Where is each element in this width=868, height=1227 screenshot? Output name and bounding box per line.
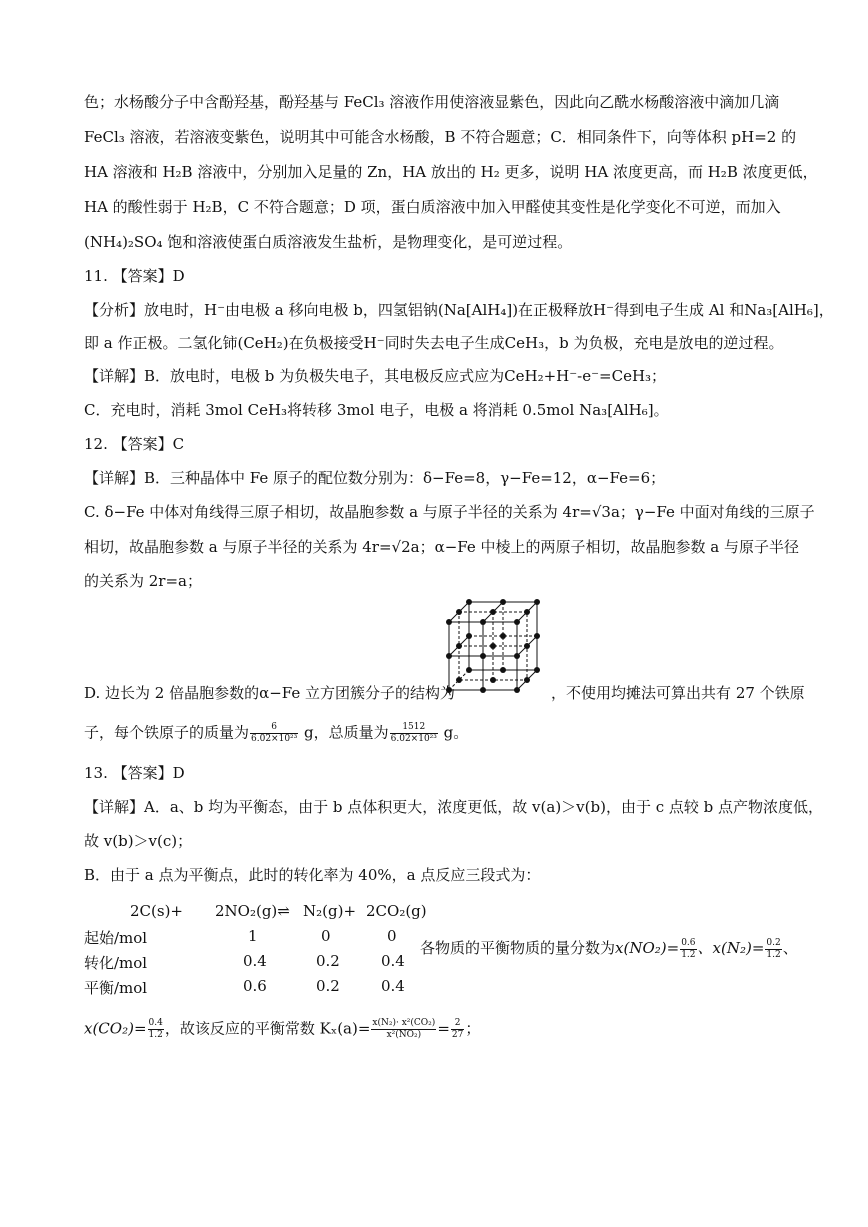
- fraction: $\frac{6}{\text{6.02×10²³}}$: [251, 722, 298, 744]
- answer-heading: 11. 【答案】D: [84, 267, 185, 285]
- mole-fraction-line: 各物质的平衡物质的量分数为x(NO₂)= $\frac{0.6}{1.2}$ 、x(N₂)= $\frac{0.2}{1.2}$ 、: [420, 937, 798, 960]
- answer-heading: 12. 【答案】C: [84, 435, 185, 453]
- text-line: (NH₄)₂SO₄ 饱和溶液使蛋白质溶液发生盐析，是物理变化，是可逆过程。: [84, 233, 573, 251]
- detail-line: 【详解】B．放电时，电极 b 为负极失电子，其电极反应式应为CeH₂+H⁻-e⁻=CeH₃；: [84, 367, 667, 385]
- cell: 0.2: [316, 952, 340, 970]
- cell: 0.6: [243, 977, 267, 995]
- detail-line: 相切，故晶胞参数 a 与原子半径的关系为 4r=√2a；α−Fe 中棱上的两原子相切，故晶胞参数 a 与原子半径: [84, 538, 799, 556]
- detail-line: B．由于 a 点为平衡点，此时的转化率为 40%，a 点反应三段式为：: [84, 866, 541, 884]
- row-label: 转化/mol: [84, 954, 148, 972]
- text-line: FeCl₃ 溶液，若溶液变紫色，说明其中可能含水杨酸，B 不符合题意；C．相同条件下，向等体积 pH=2 的: [84, 128, 797, 146]
- equation-co2: 2CO₂(g): [366, 902, 427, 920]
- detail-text: g，总质量为: [299, 723, 389, 742]
- equation-c: 2C(s)+: [130, 902, 183, 920]
- fraction: $\frac{1512}{\text{6.02×10²³}}$: [390, 722, 437, 744]
- row-label: 起始/mol: [84, 929, 148, 947]
- alpha-fe-cluster-figure: [445, 598, 541, 694]
- detail-line: 【详解】B．三种晶体中 Fe 原子的配位数分别为：δ−Fe=8，γ−Fe=12，α−Fe=6；: [84, 469, 666, 487]
- detail-line: 故 v(b)＞v(c)；: [84, 832, 193, 850]
- detail-line: C．充电时，消耗 3mol CeH₃将转移 3mol 电子，电极 a 将消耗 0.5mol Na₃[AlH₆]。: [84, 401, 669, 419]
- cell: 1: [248, 927, 258, 945]
- cell: 0: [321, 927, 331, 945]
- row-label: 平衡/mol: [84, 979, 148, 997]
- detail-text: g。: [438, 723, 469, 742]
- analysis-line: 【分析】放电时，H⁻由电极 a 移向电极 b，四氢铝钠(Na[AlH₄])在正极释放H⁻得到电子生成 Al 和Na₃[AlH₆]，: [84, 301, 834, 319]
- detail-text: D. 边长为 2 倍晶胞参数的α−Fe 立方团簇分子的结构为: [84, 684, 456, 702]
- equation-no2: 2NO₂(g)⇌: [215, 902, 290, 920]
- text-line: HA 的酸性弱于 H₂B，C 不符合题意；D 项，蛋白质溶液中加入甲醛使其变性是化学变化不可逆，而加入: [84, 198, 781, 216]
- cell: 0.4: [243, 952, 267, 970]
- detail-line: [84, 683, 805, 703]
- cell: 0.4: [381, 977, 405, 995]
- detail-line: 的关系为 2r=a；: [84, 572, 202, 590]
- detail-text: 子，每个铁原子的质量为: [84, 723, 250, 742]
- text-line: 色；水杨酸分子中含酚羟基，酚羟基与 FeCl₃ 溶液作用使溶液显紫色，因此向乙酰水杨酸溶液中滴加几滴: [84, 93, 780, 111]
- answer-heading: 13. 【答案】D: [84, 764, 185, 782]
- equilibrium-constant-line: x(CO₂)= $\frac{0.4}{1.2}$ ，故该反应的平衡常数 Kₓ(a)= $\frac{\text{x(N₂)· x²(CO₂)}}{\text{x²(NO₂)}}$ = $\frac{2}{27}$ ；: [84, 1018, 481, 1040]
- equation-n2: N₂(g)+: [303, 902, 357, 920]
- detail-text: ，不使用均摊法可算出共有 27 个铁原: [551, 684, 805, 702]
- detail-line: C. δ−Fe 中体对角线得三原子相切，故晶胞参数 a 与原子半径的关系为 4r=√3a；γ−Fe 中面对角线的三原子: [84, 503, 815, 521]
- analysis-line: 即 a 作正极。二氢化铈(CeH₂)在负极接受H⁻同时失去电子生成CeH₃，b 为负极，充电是放电的逆过程。: [84, 334, 784, 352]
- cell: 0: [387, 927, 397, 945]
- cell: 0.2: [316, 977, 340, 995]
- detail-line: [84, 722, 468, 745]
- cell: 0.4: [381, 952, 405, 970]
- text-line: HA 溶液和 H₂B 溶液中，分别加入足量的 Zn，HA 放出的 H₂ 更多，说明 HA 浓度更高，而 H₂B 浓度更低，: [84, 163, 818, 181]
- detail-line: 【详解】A．a、b 均为平衡态，由于 b 点体积更大，浓度更低，故 v(a)＞v(b)，由于 c 点较 b 点产物浓度低，: [84, 798, 824, 816]
